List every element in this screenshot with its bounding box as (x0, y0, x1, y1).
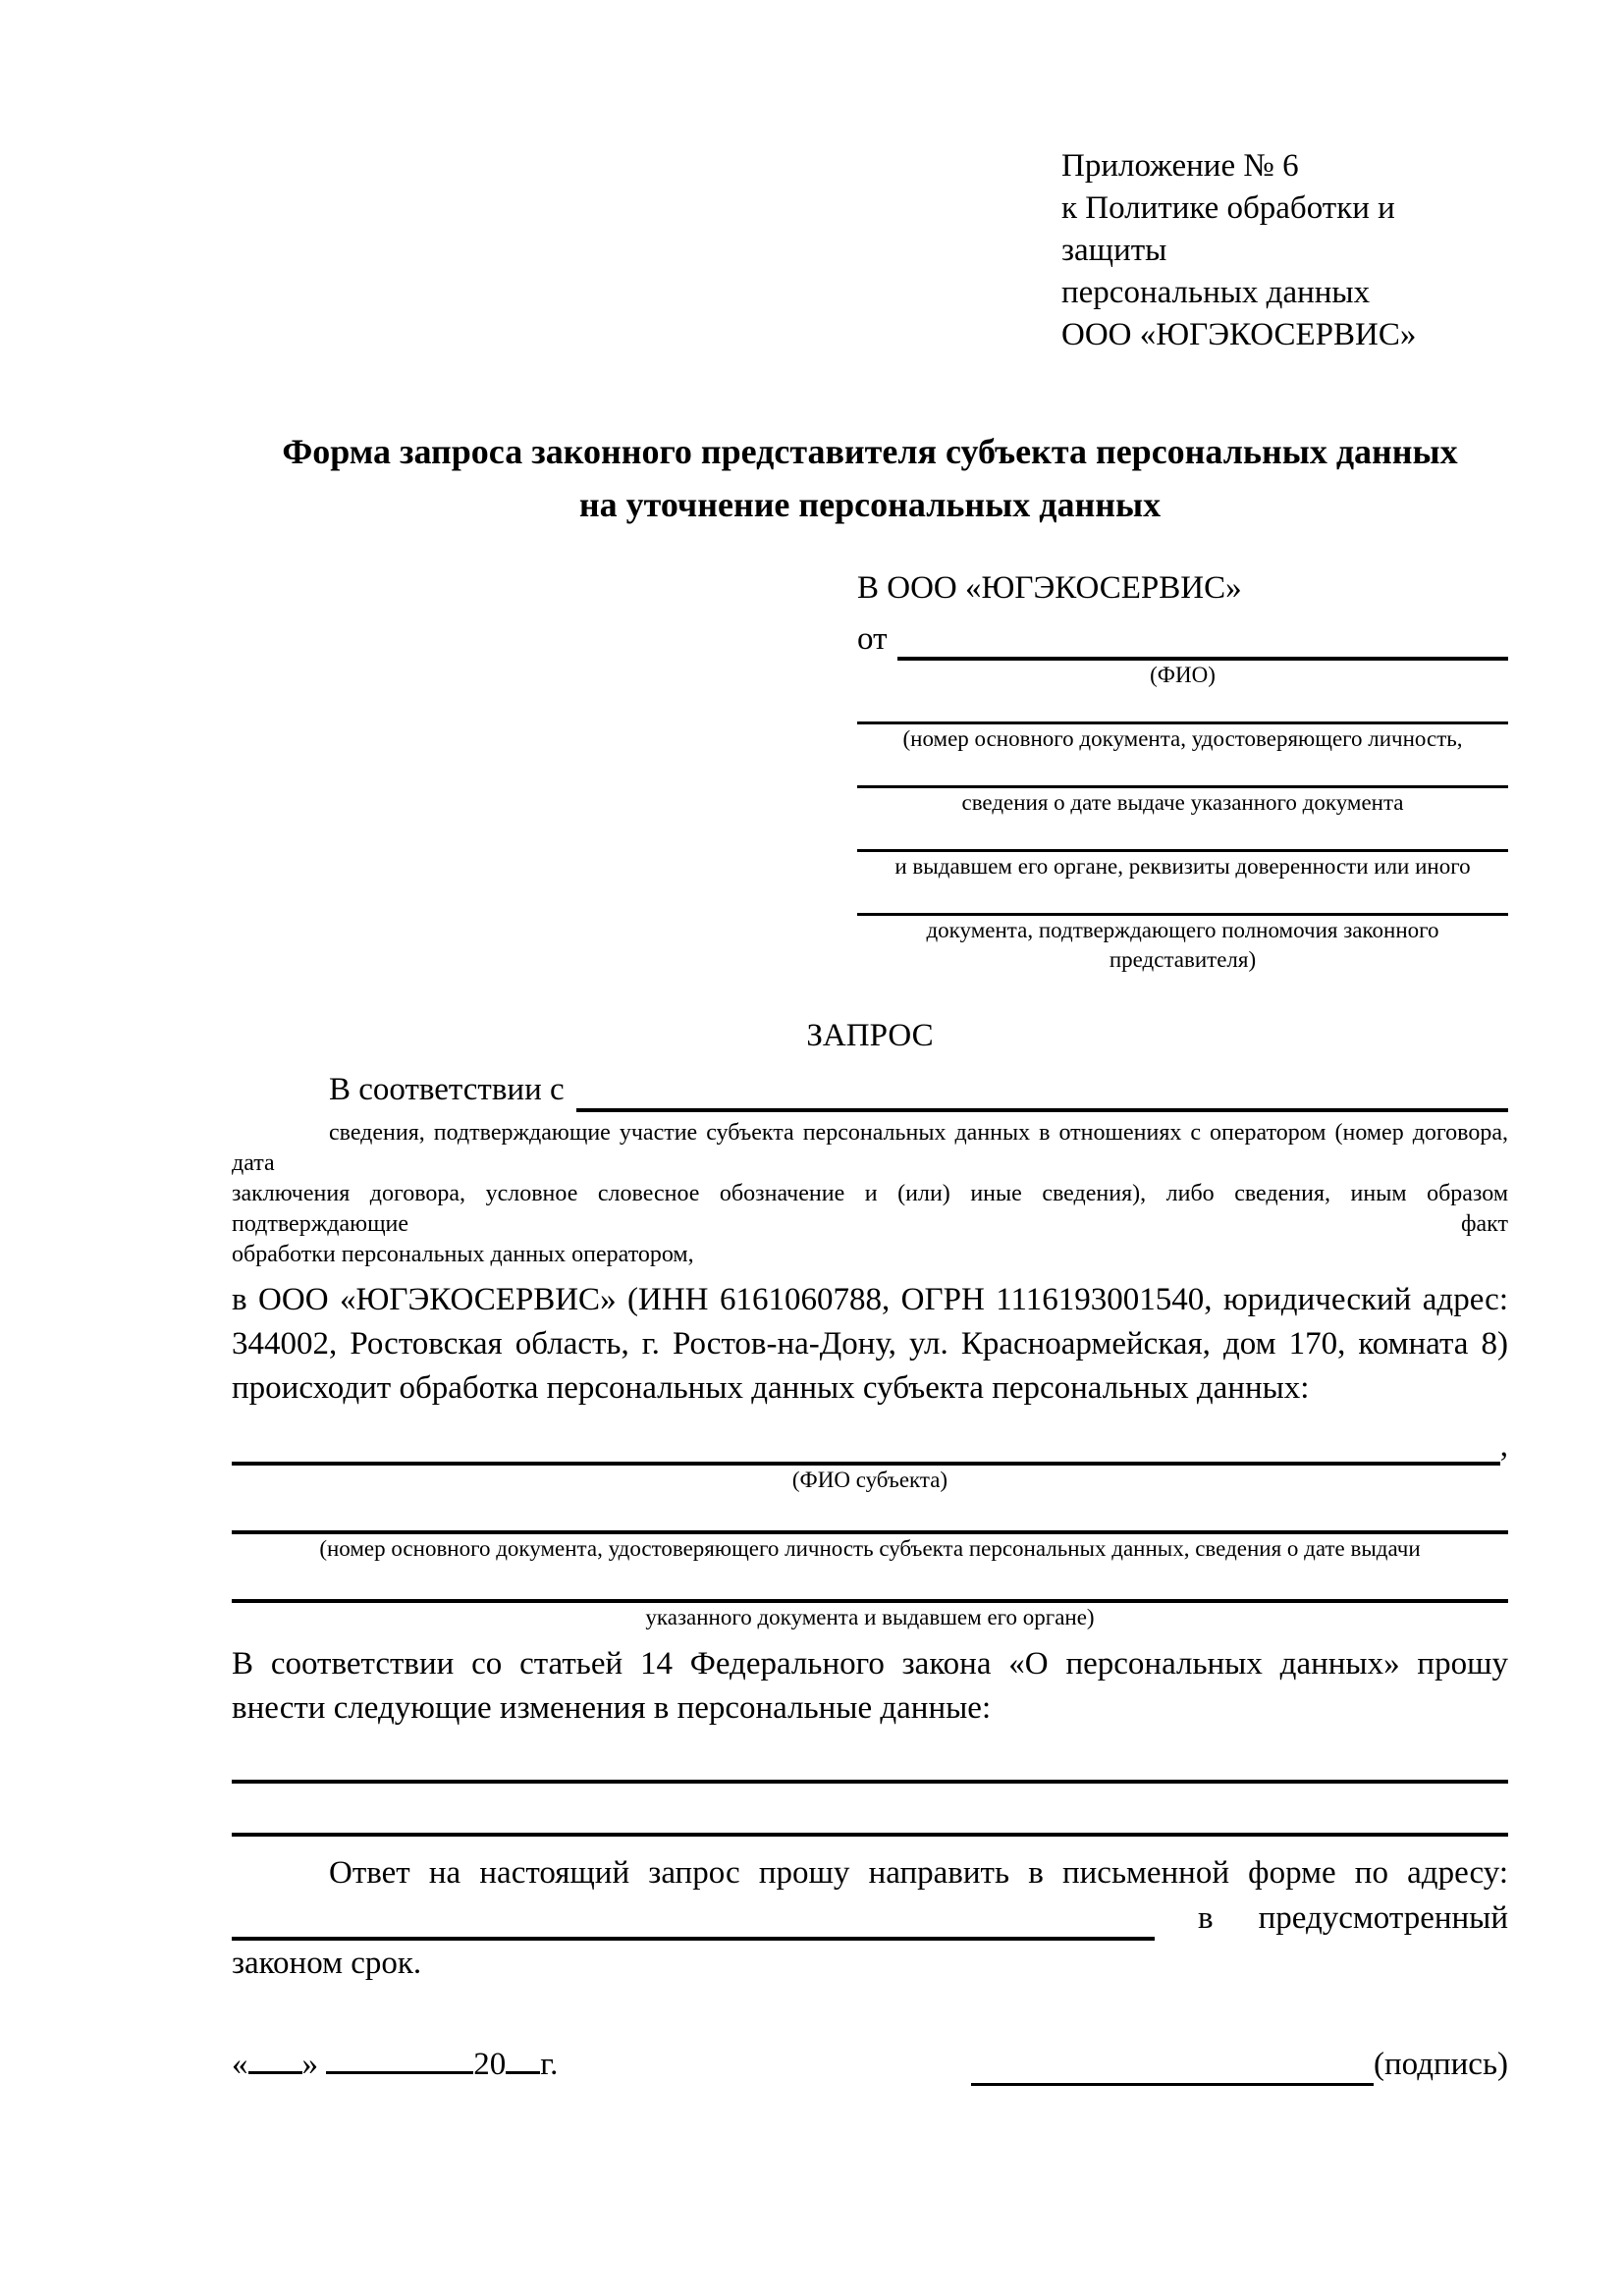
date-year-prefix: 20 (473, 2047, 507, 2082)
answer-line: законом срок. (232, 1946, 422, 1981)
appendix-line: персональных данных (1061, 275, 1371, 310)
addressee-field-group (857, 881, 1508, 975)
date-signature-row (232, 2043, 1508, 2086)
addressee-block (857, 566, 1508, 975)
answer-address-row (232, 1896, 1508, 1941)
subject-doc-group (232, 1495, 1508, 1564)
date-year-suffix: г. (540, 2047, 559, 2082)
changes-blank-line (232, 1784, 1508, 1837)
line-caption: указанного документа и выдавшем его органе) (645, 1605, 1095, 1629)
document-title-line: Форма запроса законного представителя субъекта персональных данных (282, 432, 1458, 471)
signature-blank-line (971, 2081, 1374, 2086)
date-field (232, 2043, 558, 2086)
answer-word: предусмотренный (1258, 1900, 1508, 1936)
appendix-line: ООО «ЮГЭКОСЕРВИС» (1061, 317, 1417, 352)
answer-word: в (1198, 1900, 1214, 1936)
subject-comma: , (1499, 1428, 1508, 1464)
law-line: В соответствии со статьей 14 Федерального закона «О персональных данных» прошу (232, 1646, 1508, 1682)
intro-prefix: В соответствии с (329, 1072, 565, 1107)
addressee-to: В ООО «ЮГЭКОСЕРВИС» (857, 570, 1242, 606)
line-caption: и выдавшем его органе, реквизиты доверенности или иного (894, 854, 1471, 879)
from-row (857, 617, 1508, 661)
blank-line (857, 690, 1508, 724)
subject-caption: (ФИО субъекта) (791, 1468, 948, 1492)
operator-line: в ООО «ЮГЭКОСЕРВИС» (ИНН 6161060788, ОГРН 1116193001540, юридический адрес: (232, 1282, 1508, 1317)
fineprint-note (232, 1118, 1508, 1270)
document-title-line: на уточнение персональных данных (578, 485, 1162, 524)
answer-justified-words (1155, 1896, 1508, 1941)
law-paragraph (232, 1642, 1508, 1731)
blank-line (857, 818, 1508, 852)
line-caption: документа, подтверждающего полномочия законного представителя) (926, 918, 1439, 972)
signature-caption: (подпись) (1374, 2047, 1508, 2082)
appendix-line: Приложение № 6 (1061, 148, 1299, 184)
operator-paragraph (232, 1278, 1508, 1411)
line-caption: (номер основного документа, удостоверяющего личность, (902, 726, 1463, 751)
fineprint-line: заключения договора, условное словесное обозначение и (или) иные сведения), либо сведения, иным образом подтверждающие факт (232, 1181, 1508, 1237)
intro-row (232, 1067, 1508, 1112)
blank-line (232, 1564, 1508, 1603)
date-month-blank (326, 2069, 473, 2074)
subject-doc-group (232, 1564, 1508, 1632)
date-day-blank (248, 2069, 302, 2074)
date-year-blank (506, 2069, 540, 2074)
signature-field (971, 2043, 1508, 2086)
addressee-field-group (857, 754, 1508, 818)
blank-line (857, 881, 1508, 916)
line-caption: (номер основного документа, удостоверяющего личность субъекта персональных данных, сведения о дате выдачи (319, 1536, 1421, 1561)
from-label: от (857, 621, 888, 657)
answer-paragraph (232, 1850, 1508, 1986)
document-title (232, 425, 1508, 531)
changes-blank-line (232, 1731, 1508, 1784)
intro-blank-line (576, 1108, 1508, 1112)
line-caption: сведения о дате выдаче указанного документа (961, 790, 1404, 815)
date-close-quote: » (301, 2047, 318, 2082)
appendix-block (1061, 145, 1508, 356)
addressee-field-group (857, 690, 1508, 754)
answer-line: Ответ на настоящий запрос прошу направить в письменной форме по адресу: (329, 1855, 1508, 1891)
date-open-quote: « (232, 2047, 248, 2082)
addressee-field-group (857, 818, 1508, 881)
law-line: внести следующие изменения в персональные данные: (232, 1690, 992, 1726)
request-heading: ЗАПРОС (806, 1018, 934, 1053)
blank-line (857, 754, 1508, 788)
fio-caption: (ФИО) (1150, 663, 1216, 687)
operator-line: 344002, Ростовская область, г. Ростов-на-Дону, ул. Красноармейская, дом 170, комната 8) (232, 1326, 1508, 1362)
operator-line: происходит обработка персональных данных субъекта персональных данных: (232, 1370, 1310, 1406)
subject-row (232, 1426, 1508, 1466)
fineprint-line: сведения, подтверждающие участие субъекта персональных данных в отношениях с оператором (номер договора, дата (232, 1120, 1508, 1176)
blank-line (232, 1495, 1508, 1534)
fineprint-line: обработки персональных данных оператором, (232, 1242, 694, 1267)
appendix-line: к Политике обработки и защиты (1061, 190, 1395, 268)
